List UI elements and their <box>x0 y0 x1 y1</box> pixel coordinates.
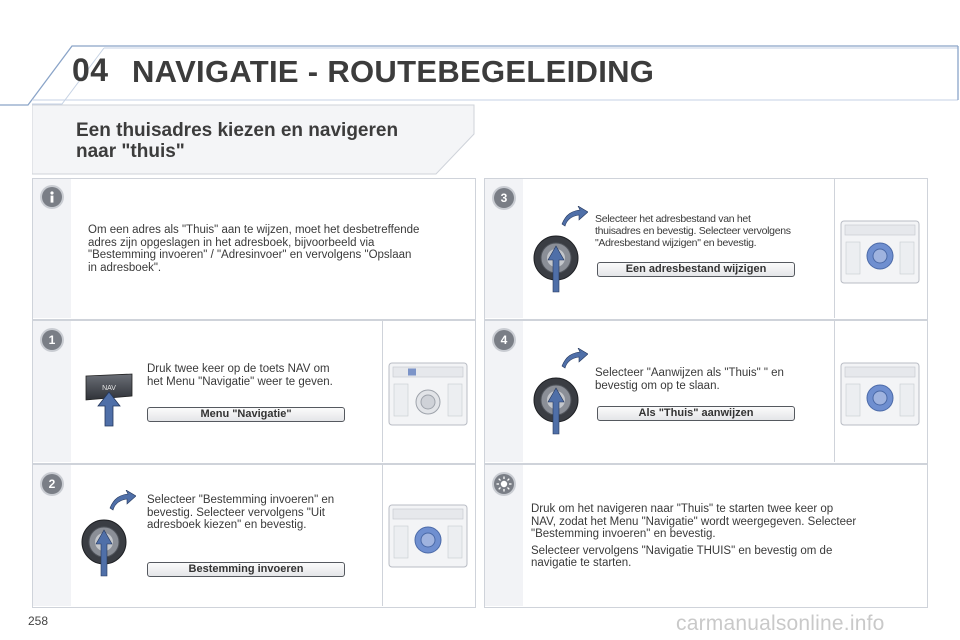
chapter-number: 04 <box>72 52 109 88</box>
step-1-label: Menu "Navigatie" <box>147 407 345 422</box>
step-2-badge: 2 <box>42 474 62 494</box>
dashboard-thumbnail-2 <box>388 504 468 568</box>
rotate-arrow-icon <box>562 206 588 226</box>
dashboard-thumbnail-3 <box>840 220 920 284</box>
step-1-divider <box>382 320 383 462</box>
step-3-label: Een adresbestand wijzigen <box>597 262 795 277</box>
step-4-text: Selecteer "Aanwijzen als "Thuis" " en bevestig om op te slaan. <box>595 367 784 392</box>
dashboard-thumbnail-1 <box>388 362 468 426</box>
step-3-divider <box>834 178 835 318</box>
tip-text: Druk om het navigeren naar "Thuis" te starten twee keer op NAV, zodat het Menu "Navigatie" wordt weergegeven. Selecteer "Bestemming invoeren" en bevestig. Selecteer vervolgens "Navigatie THUIS" en bevestig om de navigatie te starten. <box>531 503 857 569</box>
section-title: Een thuisadres kiezen en navigeren naar "thuis" <box>76 120 399 162</box>
step-1-text: Druk twee keer op de toets NAV om het Menu "Navigatie" weer te geven. <box>147 363 333 388</box>
dashboard-thumbnail-4 <box>840 362 920 426</box>
sun-icon <box>494 474 514 494</box>
knob-illustration-3 <box>532 206 588 294</box>
step-2-divider <box>382 464 383 606</box>
info-text: Om een adres als "Thuis" aan te wijzen, moet het desbetreffende adres zijn opgeslagen in het adresboek, bijvoorbeeld via "Bestemming invoeren" / "Adresinvoer" en vervolgens "Opslaan in adresboek". <box>88 224 420 274</box>
knob-illustration-2 <box>80 490 136 578</box>
step-3-badge: 3 <box>494 188 514 208</box>
step-4-label: Als "Thuis" aanwijzen <box>597 406 795 421</box>
info-icon <box>42 187 62 207</box>
step-4-divider <box>834 320 835 462</box>
rotate-arrow-icon <box>562 348 588 368</box>
step-2-label: Bestemming invoeren <box>147 562 345 577</box>
step-4-badge: 4 <box>494 330 514 350</box>
rotate-arrow-icon <box>110 490 136 510</box>
nav-button-illustration <box>82 366 136 428</box>
knob-illustration-4 <box>532 348 588 436</box>
step-2-text: Selecteer "Bestemming invoeren" en bevestig. Selecteer vervolgens "Uit adresboek kiezen" en bevestig. <box>147 494 335 531</box>
watermark: carmanualsonline.info <box>676 612 885 635</box>
step-1-badge: 1 <box>42 330 62 350</box>
page-number: 258 <box>28 614 49 628</box>
nav-button-text: NAV <box>102 385 116 392</box>
chapter-title: NAVIGATIE - ROUTEBEGELEIDING <box>132 54 655 89</box>
step-3-text: Selecteer het adresbestand van het thuisadres en bevestig. Selecteer vervolgens "Adresbestand wijzigen" en bevestig. <box>595 213 791 249</box>
